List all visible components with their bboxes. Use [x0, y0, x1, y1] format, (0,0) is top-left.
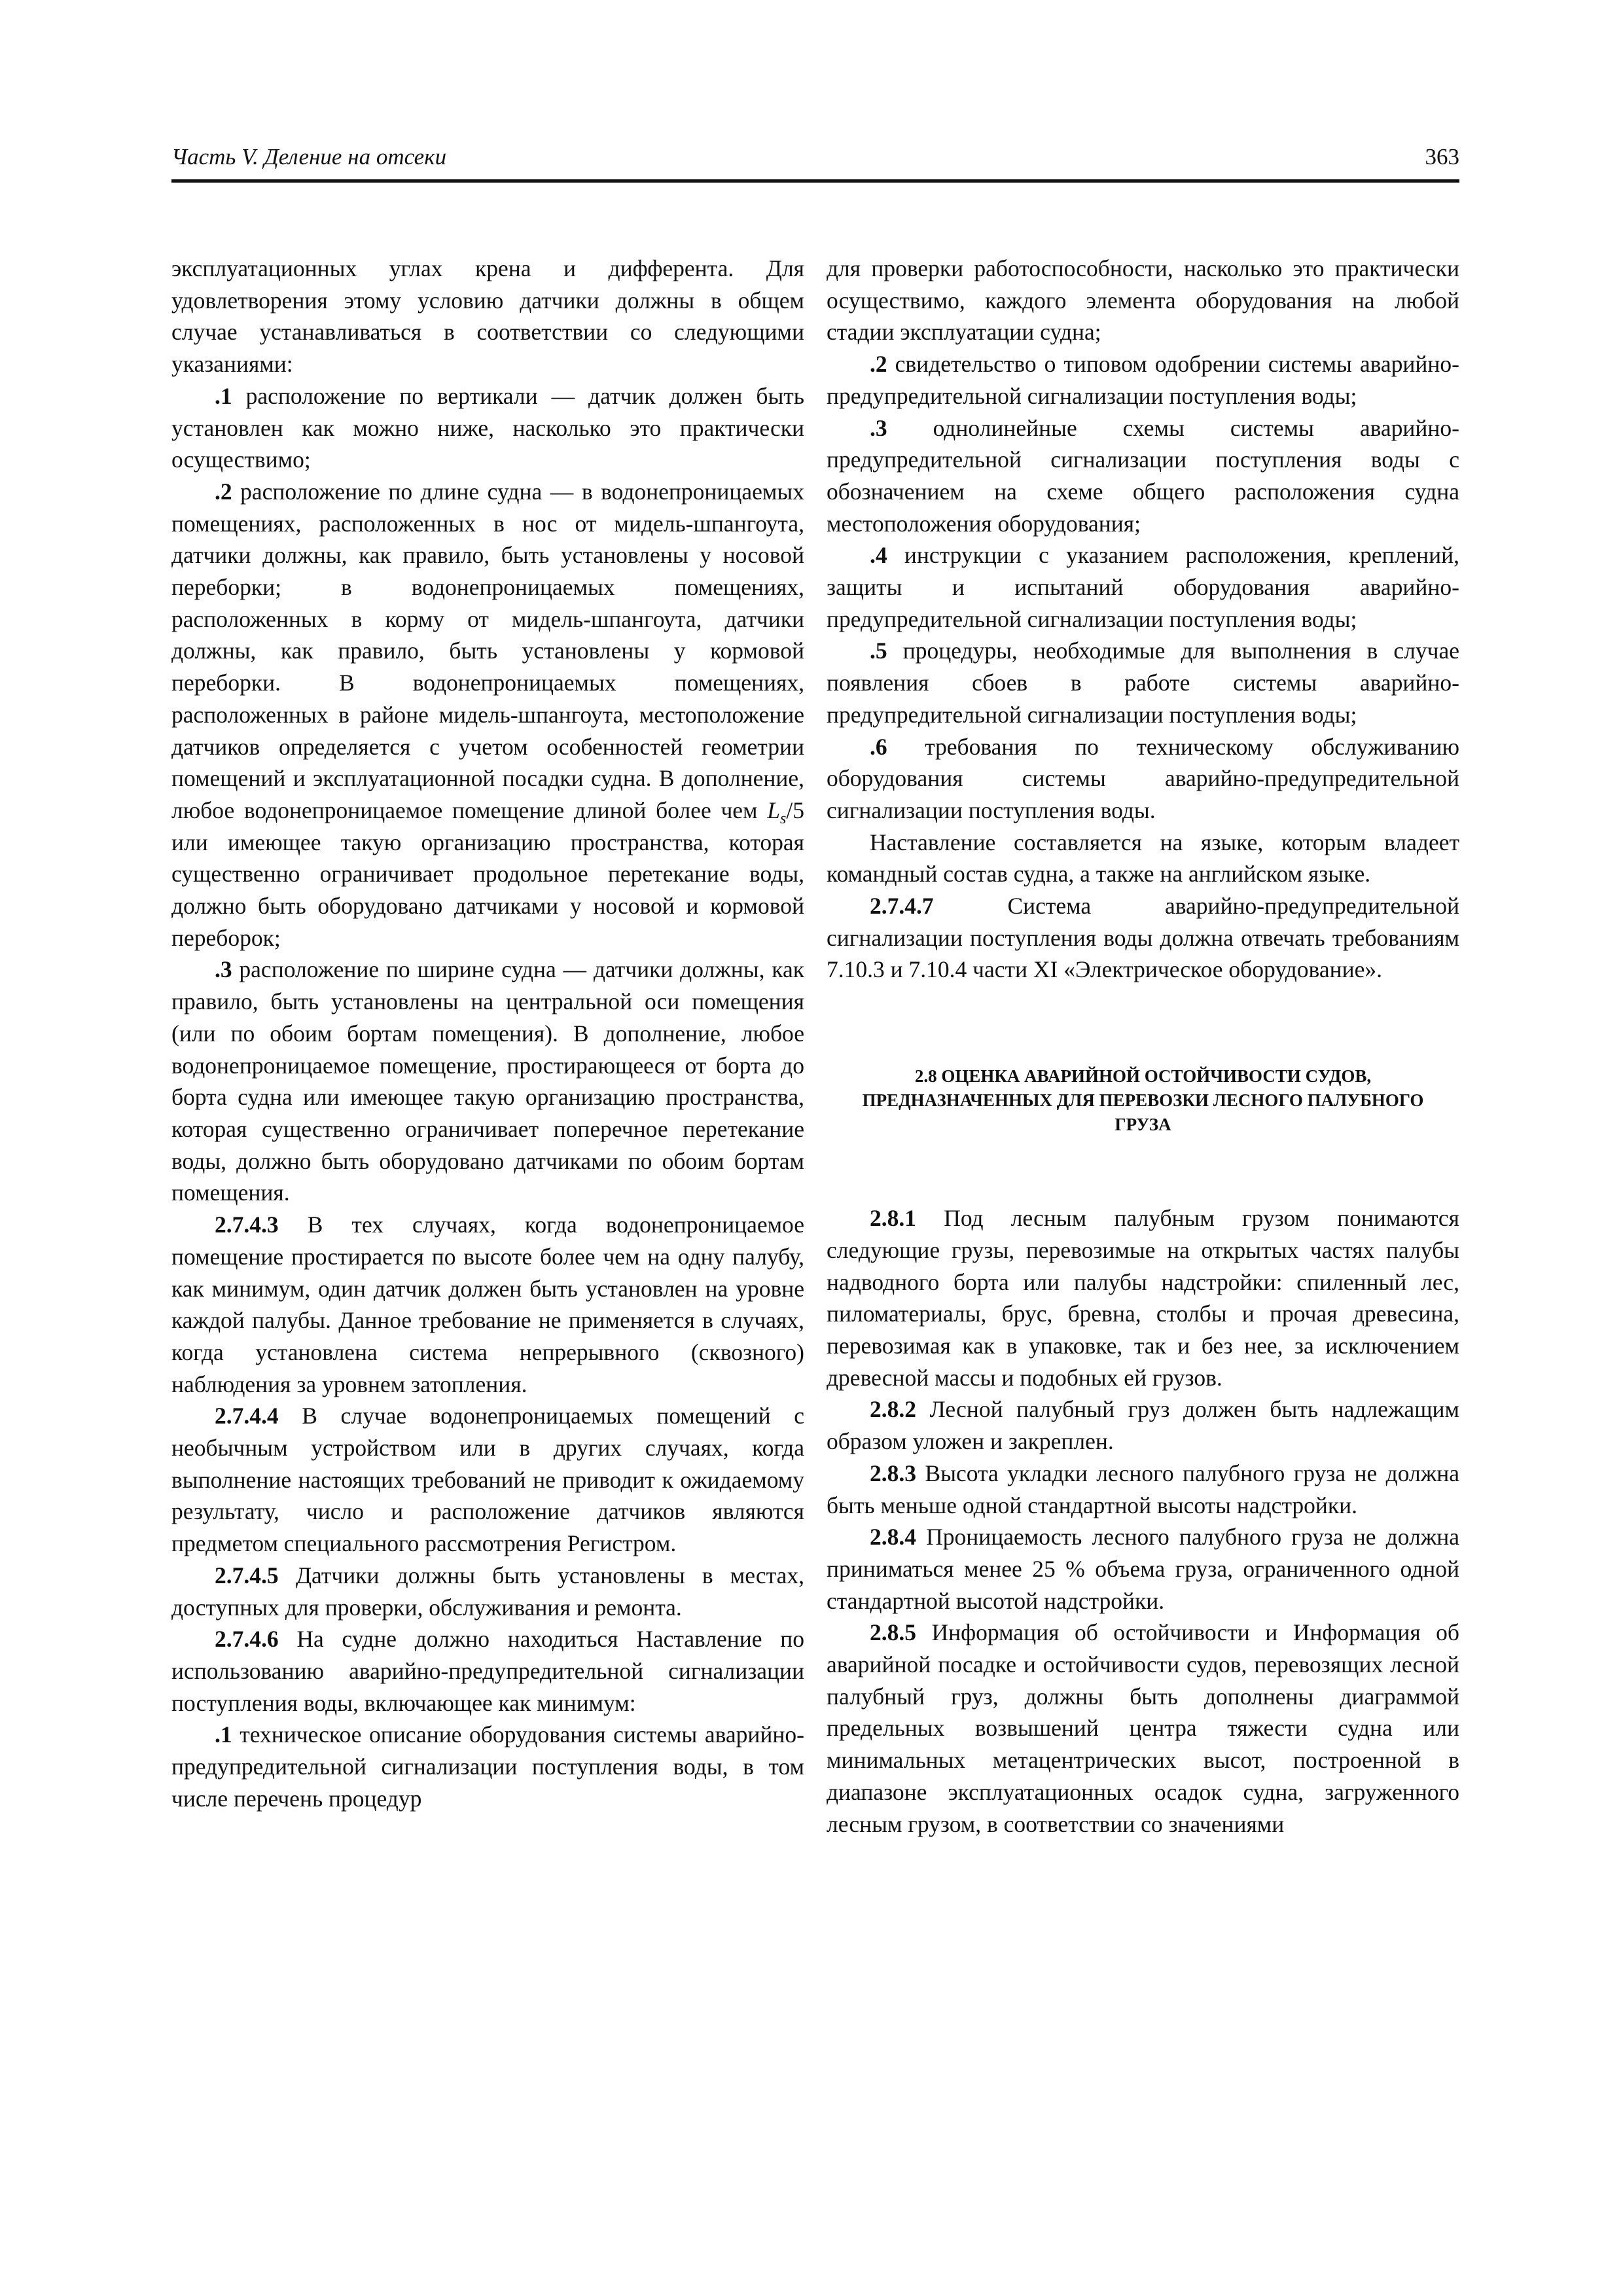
paragraph [827, 539, 1459, 635]
length-symbol-subscript: s [780, 810, 787, 828]
paragraph [171, 253, 804, 380]
clause-number: 2.7.4.6 [215, 1626, 279, 1653]
item-number: .3 [870, 414, 887, 441]
paragraph-text: /5 или имеющее такую организацию пространства, которая существенно ограничивает продольное перетекание воды, должно быть оборудовано датчиками у носовой и кормовой переборок; [171, 797, 804, 951]
paragraph [827, 731, 1459, 827]
paragraph [171, 380, 804, 476]
length-symbol-letter: L [767, 797, 781, 823]
paragraph-text: Система аварийно-предупредительной сигнализации поступления воды должна отвечать требованиям 7.10.3 и 7.10.4 части XI «Электрическое оборудование». [827, 893, 1459, 983]
paragraph-text: инструкции с указанием расположения, креплений, защиты и испытаний оборудования аварийно-предупредительной сигнализации поступления воды; [827, 542, 1459, 632]
paragraph [827, 1393, 1459, 1457]
paragraph-text: однолинейные схемы системы аварийно-предупредительной сигнализации поступления воды с обозначением на схеме общего расположения судна местоположения оборудования; [827, 414, 1459, 537]
item-number: .2 [870, 351, 887, 378]
paragraph [827, 253, 1459, 348]
paragraph [171, 1719, 804, 1814]
paragraph [827, 827, 1459, 890]
paragraph-text: требования по техническому обслуживанию оборудования системы аварийно-предупредительной сигнализации поступления воды. [827, 733, 1459, 823]
paragraph-text: расположение по длине судна — в водонепроницаемых помещениях, расположенных в нос от мидель-шпангоута, датчики должны, как правило, быть установлены у носовой переборки; в водонепроницаемых помещениях, расположенных в корму от мидель-шпангоута, датчики должны, как правило, быть установлены у кормовой переборки. В водонепроницаемых помещениях, расположенных в районе мидель-шпангоута, местоположение датчиков определяется с учетом особенностей геометрии помещений и эксплуатационной посадки судна. В дополнение, любое водонепроницаемое помещение длиной более чем [171, 478, 804, 823]
item-number: .4 [870, 542, 887, 569]
clause-number: 2.8.1 [870, 1205, 916, 1232]
section-heading: 2.8 ОЦЕНКА АВАРИЙНОЙ ОСТОЙЧИВОСТИ СУДОВ, ПРЕДНАЗНАЧЕННЫХ ДЛЯ ПЕРЕВОЗКИ ЛЕСНОГО ПАЛУБНОГО ГРУЗА [862, 1066, 1424, 1135]
paragraph [827, 1617, 1459, 1840]
paragraph-text: В случае водонепроницаемых помещений с необычным устройством или в других случаях, когда выполнение настоящих требований не приводит к ожидаемому результату, число и расположение датчиков являются предметом специального рассмотрения Регистром. [171, 1403, 804, 1557]
paragraph-text: Проницаемость лесного палубного груза не должна приниматься менее 25 % объема груза, ограниченного одной стандартной высотой надстройки. [827, 1524, 1459, 1614]
item-number: .1 [215, 382, 232, 409]
paragraph-text: Высота укладки лесного палубного груза не должна быть меньше одной стандартной высоты надстройки. [827, 1460, 1459, 1518]
paragraph [827, 635, 1459, 730]
running-header-title: Часть V. Деление на отсеки [171, 144, 447, 170]
clause-number: 2.8.4 [870, 1524, 916, 1551]
item-number: .3 [215, 956, 232, 983]
item-number: .2 [215, 478, 232, 505]
paragraph [171, 1560, 804, 1623]
length-symbol [767, 797, 787, 828]
paragraph-text: расположение по ширине судна — датчики должны, как правило, быть установлены на центральной оси помещения (или по обоим бортам помещения). В дополнение, любое водонепроницаемое помещение, простирающееся от борта до борта судна или имеющее такую организацию пространства, которая существенно ограничивает поперечное перетекание воды, должно быть оборудовано датчиками по обоим бортам помещения. [171, 956, 804, 1206]
clause-number: 2.8.5 [870, 1619, 916, 1646]
paragraph [171, 1209, 804, 1400]
clause-number: 2.7.4.3 [215, 1211, 279, 1238]
paragraph [827, 890, 1459, 986]
paragraph-text: свидетельство о типовом одобрении системы аварийно-предупредительной сигнализации поступления воды; [827, 351, 1459, 409]
clause-number: 2.7.4.7 [870, 893, 934, 920]
clause-number: 2.8.2 [870, 1396, 916, 1423]
item-number: .6 [870, 733, 887, 760]
right-column [827, 253, 1459, 1840]
clause-number: 2.8.3 [870, 1460, 916, 1486]
clause-number: 2.7.4.4 [215, 1403, 279, 1429]
item-number: .1 [215, 1721, 232, 1748]
paragraph [171, 1400, 804, 1560]
page-number: 363 [1425, 144, 1459, 170]
paragraph-text: процедуры, необходимые для выполнения в случае появления сбоев в работе системы аварийно-предупредительной сигнализации поступления воды; [827, 637, 1459, 728]
paragraph-text: расположение по вертикали — датчик должен быть установлен как можно ниже, насколько это практически осуществимо; [171, 382, 804, 473]
item-number: .5 [870, 637, 887, 664]
paragraph [827, 1521, 1459, 1617]
paragraph-text: техническое описание оборудования системы аварийно-предупредительной сигнализации поступления воды, в том числе перечень процедур [171, 1721, 804, 1812]
clause-number: 2.7.4.5 [215, 1562, 279, 1588]
paragraph [827, 1458, 1459, 1521]
paragraph [827, 412, 1459, 540]
paragraph-text: Датчики должны быть установлены в местах, доступных для проверки, обслуживания и ремонта. [171, 1562, 804, 1621]
paragraph [171, 954, 804, 1209]
paragraph [827, 348, 1459, 412]
paragraph [171, 476, 804, 954]
paragraph-text: Под лесным палубным грузом понимаются следующие грузы, перевозимые на открытых частях палубы надводного борта или палубы надстройки: спиленный лес, пиломатериалы, брус, бревна, столбы и прочая древесина, перевозимая как в упаковке, так и без нее, за исключением древесной массы и подобных ей грузов. [827, 1205, 1459, 1391]
paragraph-text: Лесной палубный груз должен быть надлежащим образом уложен и закреплен. [827, 1396, 1459, 1455]
paragraph-text: Наставление составляется на языке, которым владеет командный состав судна, а также на английском языке. [827, 829, 1459, 888]
paragraph [827, 1202, 1459, 1393]
paragraph [171, 1623, 804, 1719]
running-header [171, 140, 1459, 183]
paragraph-text: эксплуатационных углах крена и дифферента. Для удовлетворения этому условию датчики должны в общем случае устанавливаться в соответствии со следующими указаниями: [171, 255, 804, 378]
paragraph-text: На судне должно находиться Наставление по использованию аварийно-предупредительной сигнализации поступления воды, включающее как минимум: [171, 1626, 804, 1716]
paragraph-text: В тех случаях, когда водонепроницаемое помещение простирается по высоте более чем на одну палубу, как минимум, один датчик должен быть установлен на уровне каждой палубы. Данное требование не применяется в случаях, когда установлена система непрерывного (сквозного) наблюдения за уровнем затопления. [171, 1211, 804, 1397]
left-column [171, 253, 804, 1814]
paragraph-text: для проверки работоспособности, насколько это практически осуществимо, каждого элемента оборудования на любой стадии эксплуатации судна; [827, 255, 1459, 346]
paragraph-text: Информация об остойчивости и Информация об аварийной посадке и остойчивости судов, перевозящих лесной палубный груз, должны быть дополнены диаграммой предельных возвышений центра тяжести судна или минимальных метацентрических высот, построенной в диапазоне эксплуатационных осадок судна, загруженного лесным грузом, в соответствии со значениями [827, 1619, 1459, 1837]
